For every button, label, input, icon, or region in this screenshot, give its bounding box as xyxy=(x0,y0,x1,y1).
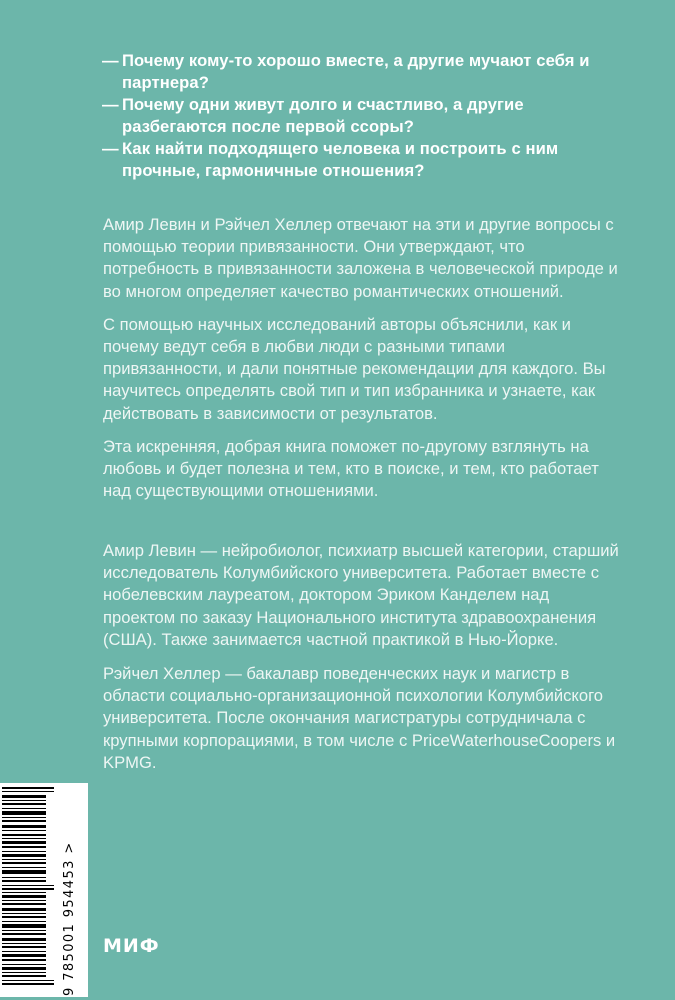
isbn-number xyxy=(58,786,78,996)
question-item xyxy=(102,138,622,182)
book-description xyxy=(103,214,623,513)
question-item xyxy=(102,94,622,138)
questions-list xyxy=(102,50,622,182)
question-item xyxy=(102,50,622,94)
description-paragraph: Эта искренняя, добрая книга поможет по-другому взглянуть на любовь и будет полезна и тем, кто в поиске, и тем, кто работает над существующими отношениями. xyxy=(103,436,599,501)
description-paragraph: Амир Левин и Рэйчел Хеллер отвечают на эти и другие вопросы с помощью теории привязанности. Они утверждают, что потребность в привязанности заложена в человеческой природе и во многом определяет качество романтических отношений. xyxy=(103,215,618,301)
isbn-number-text: 9 785001 954453 > xyxy=(62,841,77,996)
question-dash: — xyxy=(102,51,119,70)
author-bio-levine: Амир Левин — нейробиолог, психиатр высшей категории, старший исследователь Колумбийского университета. Работает вместе с нобелевским лауреатом, доктором Эриком Канделем над проектом по заказу Национального института здравоохранения (США). Также занимается частной практикой в Нью-Йорке. xyxy=(103,541,619,649)
author-bios xyxy=(103,540,623,786)
author-bio-heller: Рэйчел Хеллер — бакалавр поведенческих наук и магистр в области социально-организационной психологии Колумбийского университета. После окончания магистратуры сотрудничала с крупными корпорациями, в том числе с PriceWaterhouseCoopers и KPMG. xyxy=(103,664,616,772)
question-text: Как найти подходящего человека и построить с ним прочные, гармоничные отношения? xyxy=(122,139,559,180)
question-text: Почему одни живут долго и счастливо, а другие разбегаются после первой ссоры? xyxy=(122,95,524,136)
question-dash: — xyxy=(102,139,119,158)
question-text: Почему кому-то хорошо вместе, а другие мучают себя и партнера? xyxy=(122,51,590,92)
description-paragraph: С помощью научных исследований авторы объяснили, как и почему ведут себя в любви люди с разными типами привязанности, и дали понятные рекомендации для каждого. Вы научитесь определять свой тип и тип избранника и узнаете, как действовать в зависимости от результатов. xyxy=(103,314,606,423)
publisher-logo: МИФ xyxy=(103,935,160,957)
question-dash: — xyxy=(102,95,119,114)
